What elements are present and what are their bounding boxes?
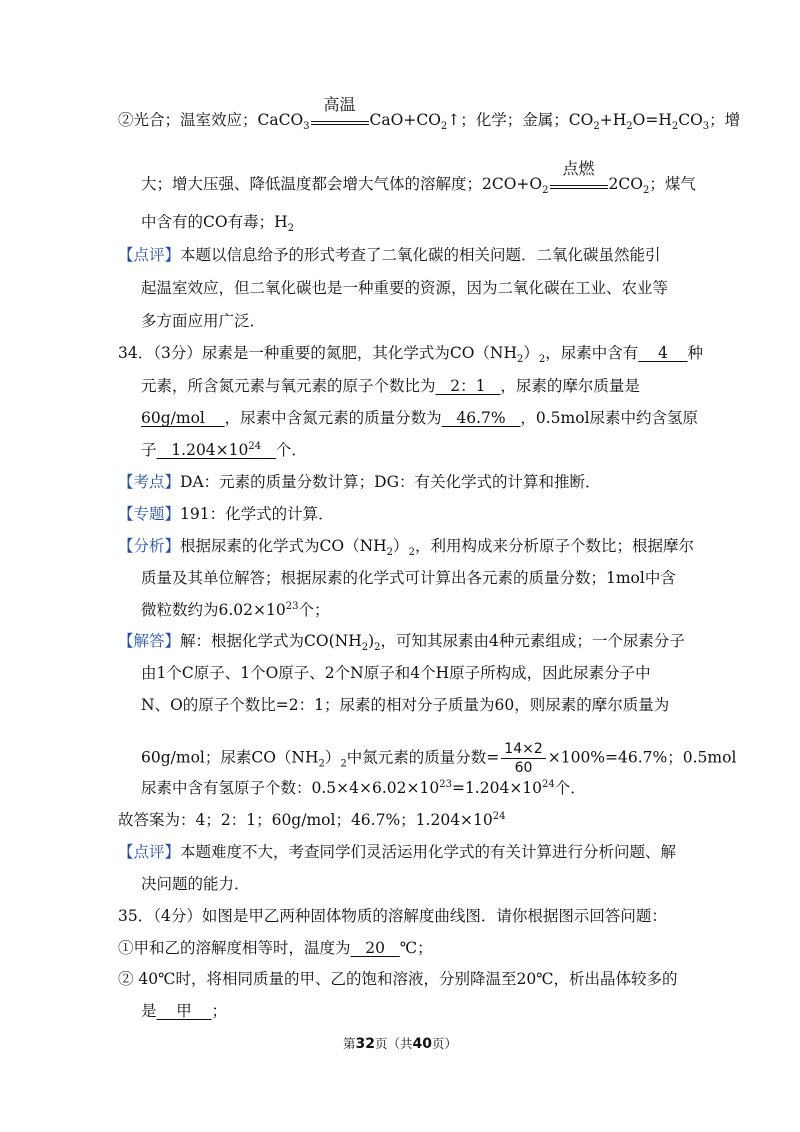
q34-jieda-line-2: 由1个C原子、1个O原子、2个N原子和4个H原子所构成，因此尿素分子中 <box>141 664 651 682</box>
q35-line-2: ①甲和乙的溶解度相等时，温度为 20 ℃； <box>118 939 433 957</box>
q34-kaodian: 【考点】DA：元素的质量分数计算；DG：有关化学式的计算和推断． <box>118 473 601 491</box>
q34-line-1: 34．（3分）尿素是一种重要的氮肥，其化学式为$CO(NH_2)_2$，尿素中含有 4 种 <box>118 344 704 366</box>
mass-fraction: $\frac{14\times 2}{60}$ <box>501 740 545 777</box>
jieda-tag: 【解答】 <box>118 632 181 650</box>
fenxi-tag: 【分析】 <box>118 537 181 555</box>
page-footer: 第32页（共40页） <box>342 1036 457 1052</box>
answer-blank: 4 <box>638 344 688 362</box>
q33-line-3: 中含有的CO有毒；$H_2$ <box>141 213 294 235</box>
q34-comment: 【点评】本题难度不大，考查同学们灵活运用化学式的有关计算进行分析问题、解 <box>118 843 677 861</box>
page-total: 40 <box>412 1036 432 1052</box>
q35-line-1: 35．（4分）如图是甲乙两种固体物质的溶解度曲线图．请你根据图示回答问题： <box>118 907 667 925</box>
condition-high-temp: 高温 <box>311 111 369 131</box>
q33-comment-line-2: 起温室效应，但二氧化碳也是一种重要的资源，因为二氧化碳在工业、农业等 <box>141 279 669 297</box>
q33-comment-line-3: 多方面应用广泛． <box>141 312 266 330</box>
q34-jieda-line-4: 60g/mol；尿素$CO(NH_2)_2$中氮元素的质量分数= $\frac{14\times 2}{60}$ ×100%=46.7%；0.5mol <box>141 741 737 776</box>
q34-zhuanti: 【专题】191：化学式的计算． <box>118 505 334 523</box>
q34-fenxi: 【分析】根据尿素的化学式为$CO(NH_2)_2$，利用构成来分析原子个数比；根据摩尔 <box>118 537 694 559</box>
q34-jieda-line-5: 尿素中含有氢原子个数：$0.5\times 4\times 6.02\times 10^{23}=1.204\times 10^{24}$个． <box>141 778 586 797</box>
answer-blank: 46.7% <box>441 409 521 427</box>
q35-line-4: 是 甲 ； <box>141 1002 227 1020</box>
q34-fenxi-line-2: 质量及其单位解答；根据尿素的化学式可计算出各元素的质量分数；1mol中含 <box>141 569 676 587</box>
q34-line-3: 60g/mol ，尿素中含氮元素的质量分数为 46.7% ，0.5mol尿素中约含氢原 <box>141 409 699 427</box>
kaodian-tag: 【考点】 <box>118 473 181 491</box>
q34-line-2: 元素，所含氮元素与氧元素的原子个数比为 2：1 ，尿素的摩尔质量是 <box>141 377 640 395</box>
comment-tag: 【点评】 <box>118 843 181 861</box>
q34-line-4: 子 $1.204\times 10^{24}$ 个． <box>141 440 307 459</box>
zhuanti-tag: 【专题】 <box>118 505 181 523</box>
page-number: 32 <box>355 1036 375 1052</box>
q33-line-2: 大；增大压强、降低温度都会增大气体的溶解度；$2CO+O_2$ 点燃 $2CO_2$；煤气 <box>141 159 696 197</box>
q34-fenxi-line-3: 微粒数约为$6.02\times 10^{23}$个； <box>141 600 330 619</box>
answer-blank: 60g/mol <box>141 409 225 427</box>
q34-answer: 故答案为：4；2：1；60g/mol；46.7%；$1.204\times 10^{24}$ <box>118 810 506 829</box>
q34-jieda: 【解答】解：根据化学式为$CO(NH_2)_2$，可知其尿素由4种元素组成；一个尿素分子 <box>118 632 685 654</box>
answer-blank: $1.204\times 10^{24}$ <box>156 440 262 459</box>
answer-blank: 2：1 <box>435 377 501 395</box>
condition-ignite: 点燃 <box>550 175 608 195</box>
q34-jieda-line-3: N、O的原子个数比=2：1；尿素的相对分子质量为60，则尿素的摩尔质量为 <box>141 696 670 714</box>
q33-comment: 【点评】本题以信息给予的形式考查了二氧化碳的相关问题．二氧化碳虽然能引 <box>118 246 661 264</box>
q33-line-1: ②光合；温室效应；CaCO$_3$ 高温 $CaO+CO_2↑$；化学；金属；$CO_2+H_2O=H_2CO_3$；增 <box>118 95 741 133</box>
q35-line-3: ② 40℃时，将相同质量的甲、乙的饱和溶液，分别降温至20℃，析出晶体较多的 <box>118 970 678 988</box>
answer-blank: 20 <box>350 939 400 957</box>
answer-blank: 甲 <box>156 1002 212 1020</box>
q34-comment-line-2: 决问题的能力． <box>141 875 250 893</box>
comment-tag: 【点评】 <box>118 246 181 264</box>
